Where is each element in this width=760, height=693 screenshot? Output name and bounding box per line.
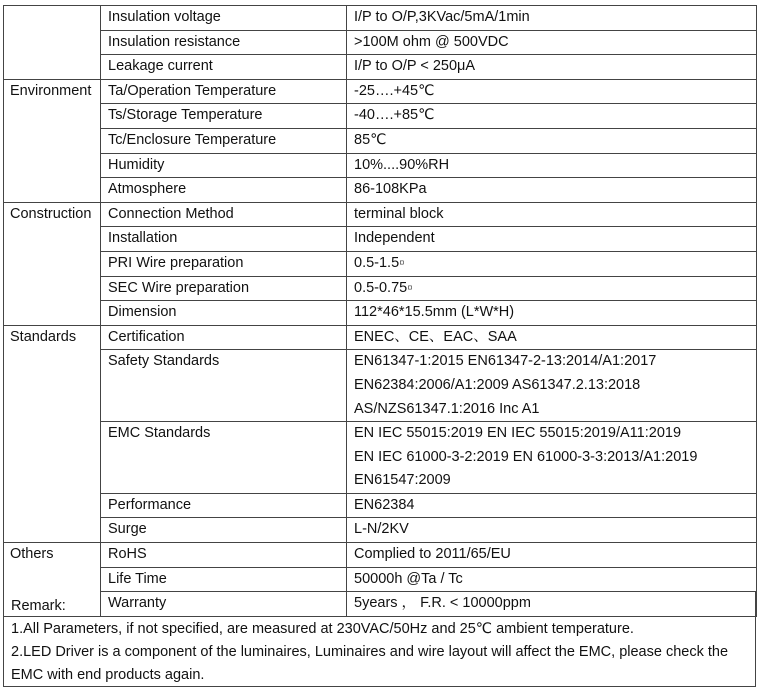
remark-title: Remark:: [11, 598, 66, 614]
spec-row: [4, 30, 757, 55]
parameter-name: Atmosphere: [101, 178, 347, 203]
parameter-value: [347, 104, 757, 129]
spec-row: [4, 178, 757, 203]
value-line: Complied to 2011/65/EU: [354, 546, 511, 563]
parameter-value: [347, 55, 757, 80]
group-label: [4, 6, 101, 80]
spec-row: [4, 153, 757, 178]
remark-box: [3, 591, 756, 687]
parameter-name: Installation: [101, 227, 347, 252]
value-line: EN IEC 61000-3-2:2019 EN 61000-3-3:2013/A1:2019: [354, 448, 698, 465]
value-line: EN62384:2006/A1:2009 AS61347.2.13:2018: [354, 376, 641, 393]
parameter-value: [347, 325, 757, 350]
remark-line-1: 1.All Parameters, if not specified, are measured at 230VAC/50Hz and 25℃ ambient temperature.: [11, 621, 634, 637]
spec-row: [4, 6, 757, 31]
parameter-name: Insulation resistance: [101, 30, 347, 55]
parameter-name: Warranty: [101, 592, 347, 617]
parameter-value: [347, 79, 757, 104]
value-line: 112*46*15.5mm (L*W*H): [354, 304, 515, 321]
value-line: EN61347-1:2015 EN61347-2-13:2014/A1:2017: [354, 353, 657, 370]
value-line: L-N/2KV: [354, 521, 409, 538]
group-label: Standards: [4, 325, 101, 542]
value-line: I/P to O/P,3KVac/5mA/1min: [354, 9, 530, 25]
parameter-name: Performance: [101, 493, 347, 518]
parameter-name: Surge: [101, 518, 347, 543]
parameter-name: Safety Standards: [101, 350, 347, 422]
parameter-value: [347, 30, 757, 55]
spec-row: [4, 350, 757, 422]
spec-row: [4, 543, 757, 568]
parameter-name: Humidity: [101, 153, 347, 178]
spec-row: [4, 128, 757, 153]
spec-row: [4, 251, 757, 276]
parameter-name: Connection Method: [101, 202, 347, 227]
spec-row: [4, 55, 757, 80]
spec-row: [4, 104, 757, 129]
parameter-name: PRI Wire preparation: [101, 251, 347, 276]
spec-row: [4, 422, 757, 494]
parameter-value: [347, 493, 757, 518]
value-line: EN62384: [354, 496, 415, 513]
group-label: Construction: [4, 202, 101, 325]
value-line: ENEC、CE、EAC、SAA: [354, 328, 517, 345]
value-line: terminal block: [354, 205, 444, 222]
spec-row: [4, 276, 757, 301]
parameter-value: [347, 178, 757, 203]
value-line: 86-108KPa: [354, 181, 427, 198]
value-line: 0.5-0.75▫: [354, 279, 413, 296]
parameter-value: [347, 422, 757, 494]
value-line: -25….+45℃: [354, 82, 435, 99]
parameter-value: [347, 518, 757, 543]
parameter-value: [347, 543, 757, 568]
parameter-name: Tc/Enclosure Temperature: [101, 128, 347, 153]
parameter-value: [347, 251, 757, 276]
parameter-name: Ta/Operation Temperature: [101, 79, 347, 104]
value-line: -40….+85℃: [354, 107, 435, 124]
value-line: 85℃: [354, 131, 387, 148]
parameter-name: Leakage current: [101, 55, 347, 80]
value-line: >100M ohm @ 500VDC: [354, 33, 509, 50]
spec-row: [4, 493, 757, 518]
parameter-name: SEC Wire preparation: [101, 276, 347, 301]
parameter-name: Certification: [101, 325, 347, 350]
value-line: I/P to O/P < 250μA: [354, 58, 476, 75]
spec-row: [4, 567, 757, 592]
parameter-value: [347, 301, 757, 326]
spec-table-body: [4, 6, 757, 617]
parameter-name: RoHS: [101, 543, 347, 568]
value-line: Independent: [354, 230, 435, 247]
parameter-value: [347, 350, 757, 422]
parameter-value: [347, 276, 757, 301]
group-label: Environment: [4, 79, 101, 202]
value-line: 0.5-1.5▫: [354, 254, 405, 271]
parameter-value: [347, 6, 757, 31]
spec-row: [4, 202, 757, 227]
parameter-value: [347, 202, 757, 227]
spec-table: [3, 5, 757, 617]
remark-line-2: 2.LED Driver is a component of the luminaires, Luminaires and wire layout will affect the EMC, please check the EMC with end products again.: [11, 644, 729, 683]
parameter-name: Insulation voltage: [101, 6, 347, 31]
group-label: Others: [4, 543, 101, 617]
parameter-value: [347, 153, 757, 178]
parameter-name: Dimension: [101, 301, 347, 326]
spec-row: [4, 79, 757, 104]
parameter-value: [347, 227, 757, 252]
value-line: AS/NZS61347.1:2016 Inc A1: [354, 400, 540, 417]
parameter-name: Ts/Storage Temperature: [101, 104, 347, 129]
value-line: 5years ， F.R. < 10000ppm: [354, 595, 531, 612]
parameter-name: Life Time: [101, 567, 347, 592]
parameter-value: [347, 567, 757, 592]
spec-row: [4, 325, 757, 350]
value-line: EN61547:2009: [354, 472, 451, 489]
parameter-name: EMC Standards: [101, 422, 347, 494]
spec-row: [4, 518, 757, 543]
spec-row: [4, 301, 757, 326]
value-line: 50000h @Ta / Tc: [354, 570, 463, 587]
parameter-value: [347, 128, 757, 153]
spec-row: [4, 227, 757, 252]
value-line: 10%....90%RH: [354, 156, 450, 173]
value-line: EN IEC 55015:2019 EN IEC 55015:2019/A11:2019: [354, 425, 682, 442]
